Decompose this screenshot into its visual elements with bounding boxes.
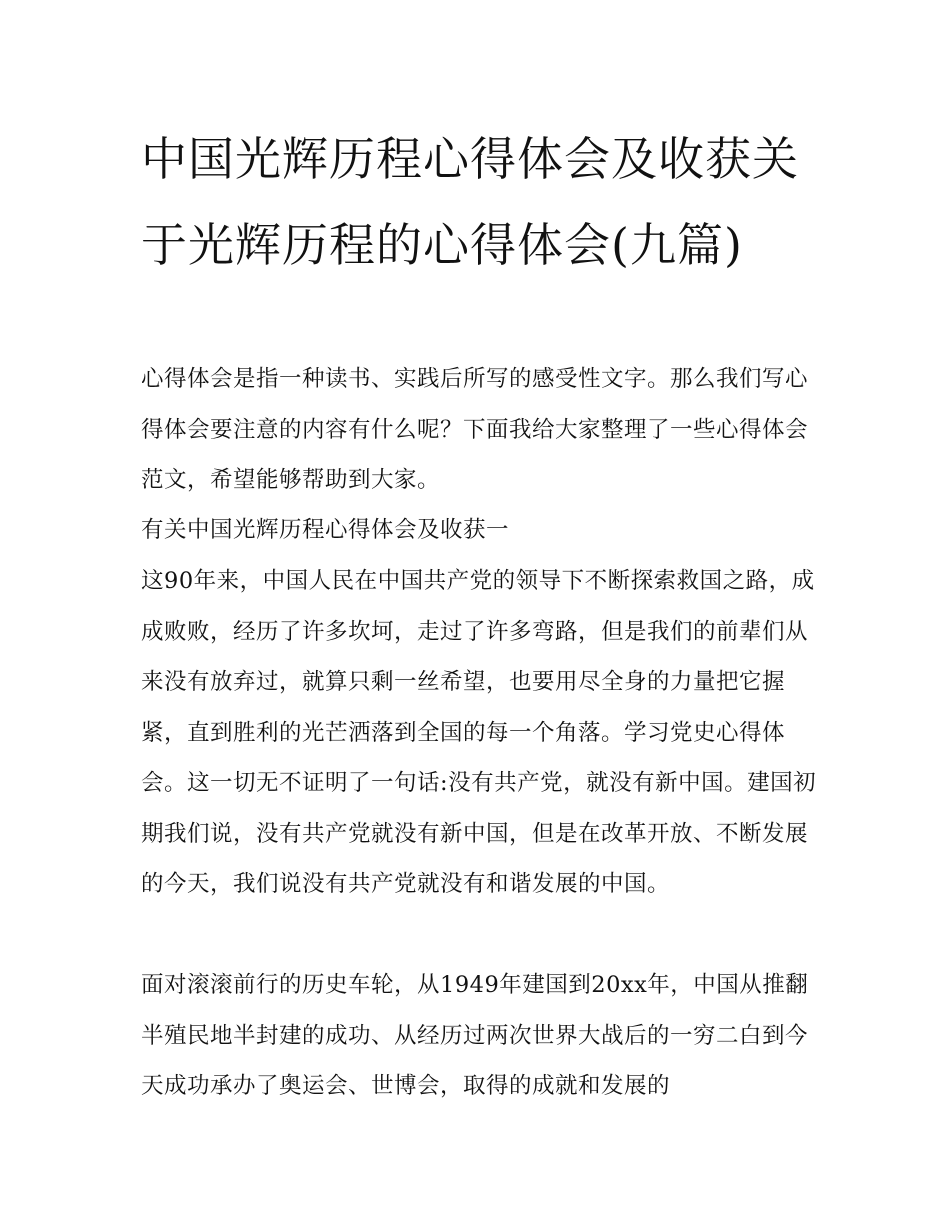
document-title: 中国光辉历程心得体会及收获关于光辉历程的心得体会(九篇) — [141, 132, 799, 272]
intro-paragraph: 心得体会是指一种读书、实践后所写的感受性文字。那么我们写心得体会要注意的内容有什么呢？下面我给大家整理了一些心得体会范文，希望能够帮助到大家。 — [141, 366, 809, 493]
body-paragraph: 面对滚滚前行的历史车轮，从1949年建国到20xx年，中国从推翻半殖民地半封建的成功、从经历过两次世界大战后的一穷二白到今天成功承办了奥运会、世博会，取得的成就和发展的 — [141, 972, 809, 1099]
body-paragraph: 这90年来，中国人民在中国共产党的领导下不断探索救国之路，成成败败，经历了许多坎坷，走过了许多弯路，但是我们的前辈们从来没有放弃过，就算只剩一丝希望，也要用尽全身的力量把它握紧，直到胜利的光芒洒落到全国的每一个角落。学习党史心得体会。这一切无不证明了一句话:没有共产党，就没有新中国。建国初期我们说，没有共产党就没有新中国，但是在改革开放、不断发展的今天，我们说没有共产党就没有和谐发展的中国。 — [141, 568, 817, 897]
section-heading: 有关中国光辉历程心得体会及收获一 — [141, 517, 510, 543]
